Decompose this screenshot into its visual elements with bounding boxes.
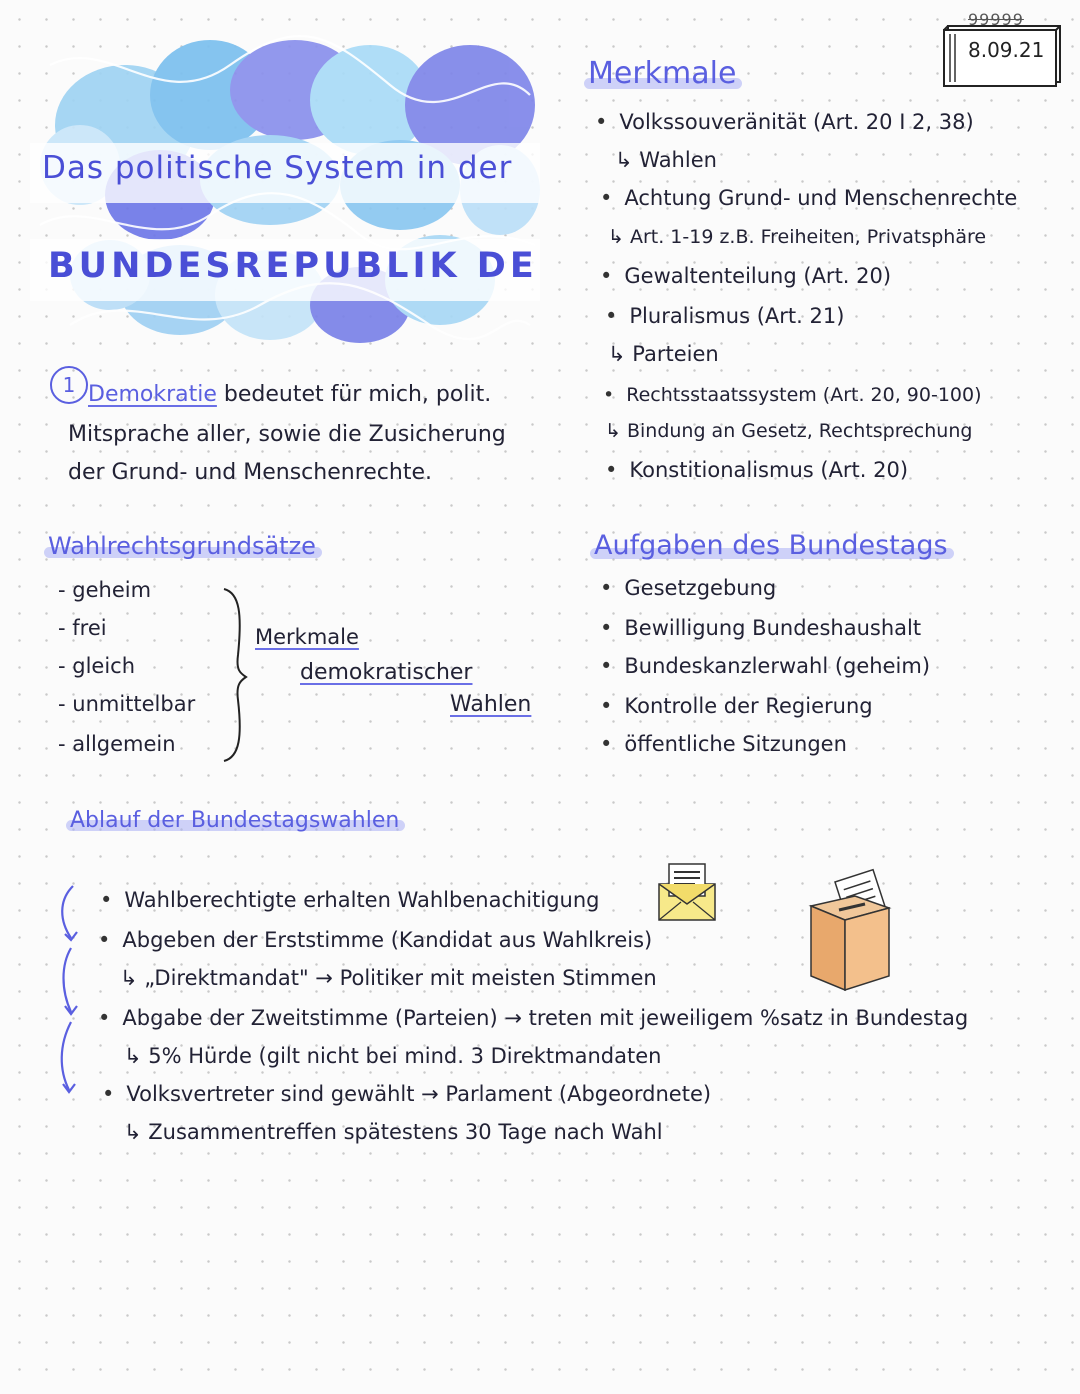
page-title-line2: BUNDESREPUBLIK DE xyxy=(48,246,538,286)
wahlrecht-heading: Wahlrechtsgrundsätze xyxy=(48,532,316,560)
merkmale-line: • Pluralismus (Art. 21) xyxy=(605,304,844,328)
merkmale-line: ↳ Parteien xyxy=(608,342,719,366)
aufgaben-item: • Kontrolle der Regierung xyxy=(600,694,873,718)
ablauf-heading: Ablauf der Bundestagswahlen xyxy=(70,808,399,833)
demokratie-line2: Mitsprache aller, sowie die Zusicherung xyxy=(68,422,506,447)
merkmale-line: ↳ Art. 1-19 z.B. Freiheiten, Privatsphäre xyxy=(608,226,987,248)
wahlrecht-item: - allgemein xyxy=(58,732,176,756)
brace-label: Wahlen xyxy=(450,692,532,717)
ablauf-line: • Abgeben der Erststimme (Kandidat aus Wahlkreis) xyxy=(98,928,652,952)
merkmale-line: • Gewaltenteilung (Art. 20) xyxy=(600,264,891,288)
merkmale-line: • Volkssouveränität (Art. 20 I 2, 38) xyxy=(595,110,974,134)
aufgaben-heading: Aufgaben des Bundestags xyxy=(594,530,948,561)
merkmale-line: ↳ Wahlen xyxy=(615,148,717,172)
demokratie-word: Demokratie xyxy=(88,382,217,407)
demokratie-line3: der Grund- und Menschenrechte. xyxy=(68,460,432,485)
wahlrecht-item: - gleich xyxy=(58,654,136,678)
envelope-icon xyxy=(655,858,719,924)
merkmale-line: • Achtung Grund- und Menschenrechte xyxy=(600,186,1017,210)
date-value: 8.09.21 xyxy=(968,38,1045,62)
ablauf-line: • Abgabe der Zweitstimme (Parteien) → treten mit jeweiligem %satz in Bundestag xyxy=(98,1006,968,1030)
curly-brace-icon xyxy=(220,585,250,765)
merkmale-heading: Merkmale xyxy=(588,56,736,91)
brace-label: Merkmale xyxy=(255,625,359,649)
demokratie-line1: Demokratie bedeutet für mich, polit. xyxy=(88,382,492,407)
ablauf-line: • Wahlberechtigte erhalten Wahlbenachitigung xyxy=(100,888,600,912)
aufgaben-item: • Bewilligung Bundeshaushalt xyxy=(600,616,921,640)
wahlrecht-item: - geheim xyxy=(58,578,152,602)
aufgaben-item: • öffentliche Sitzungen xyxy=(600,732,847,756)
aufgaben-item: • Gesetzgebung xyxy=(600,576,776,600)
flow-arrows-icon xyxy=(55,880,95,1100)
merkmale-line: • Rechtsstaatssystem (Art. 20, 90-100) xyxy=(603,384,982,406)
page-title-line1: Das politische System in der xyxy=(42,150,513,186)
wahlrecht-item: - frei xyxy=(58,616,107,640)
ablauf-line: ↳ 5% Hürde (gilt nicht bei mind. 3 Direktmandaten xyxy=(124,1044,662,1068)
merkmale-line: • Konstitionalismus (Art. 20) xyxy=(605,458,908,482)
ablauf-line: ↳ Zusammentreffen spätestens 30 Tage nach Wahl xyxy=(124,1120,663,1144)
date-struck: 99999 xyxy=(968,10,1024,29)
ablauf-line: • Volksvertreter sind gewählt → Parlament (Abgeordnete) xyxy=(102,1082,711,1106)
brace-label: demokratischer xyxy=(300,660,473,685)
ballot-box-icon xyxy=(805,872,895,997)
section-number: 1 xyxy=(50,366,88,404)
ablauf-line: ↳ „Direktmandat" → Politiker mit meisten Stimmen xyxy=(120,966,657,990)
wahlrecht-item: - unmittelbar xyxy=(58,692,196,716)
merkmale-line: ↳ Bindung an Gesetz, Rechtsprechung xyxy=(605,420,973,442)
aufgaben-item: • Bundeskanzlerwahl (geheim) xyxy=(600,654,930,678)
